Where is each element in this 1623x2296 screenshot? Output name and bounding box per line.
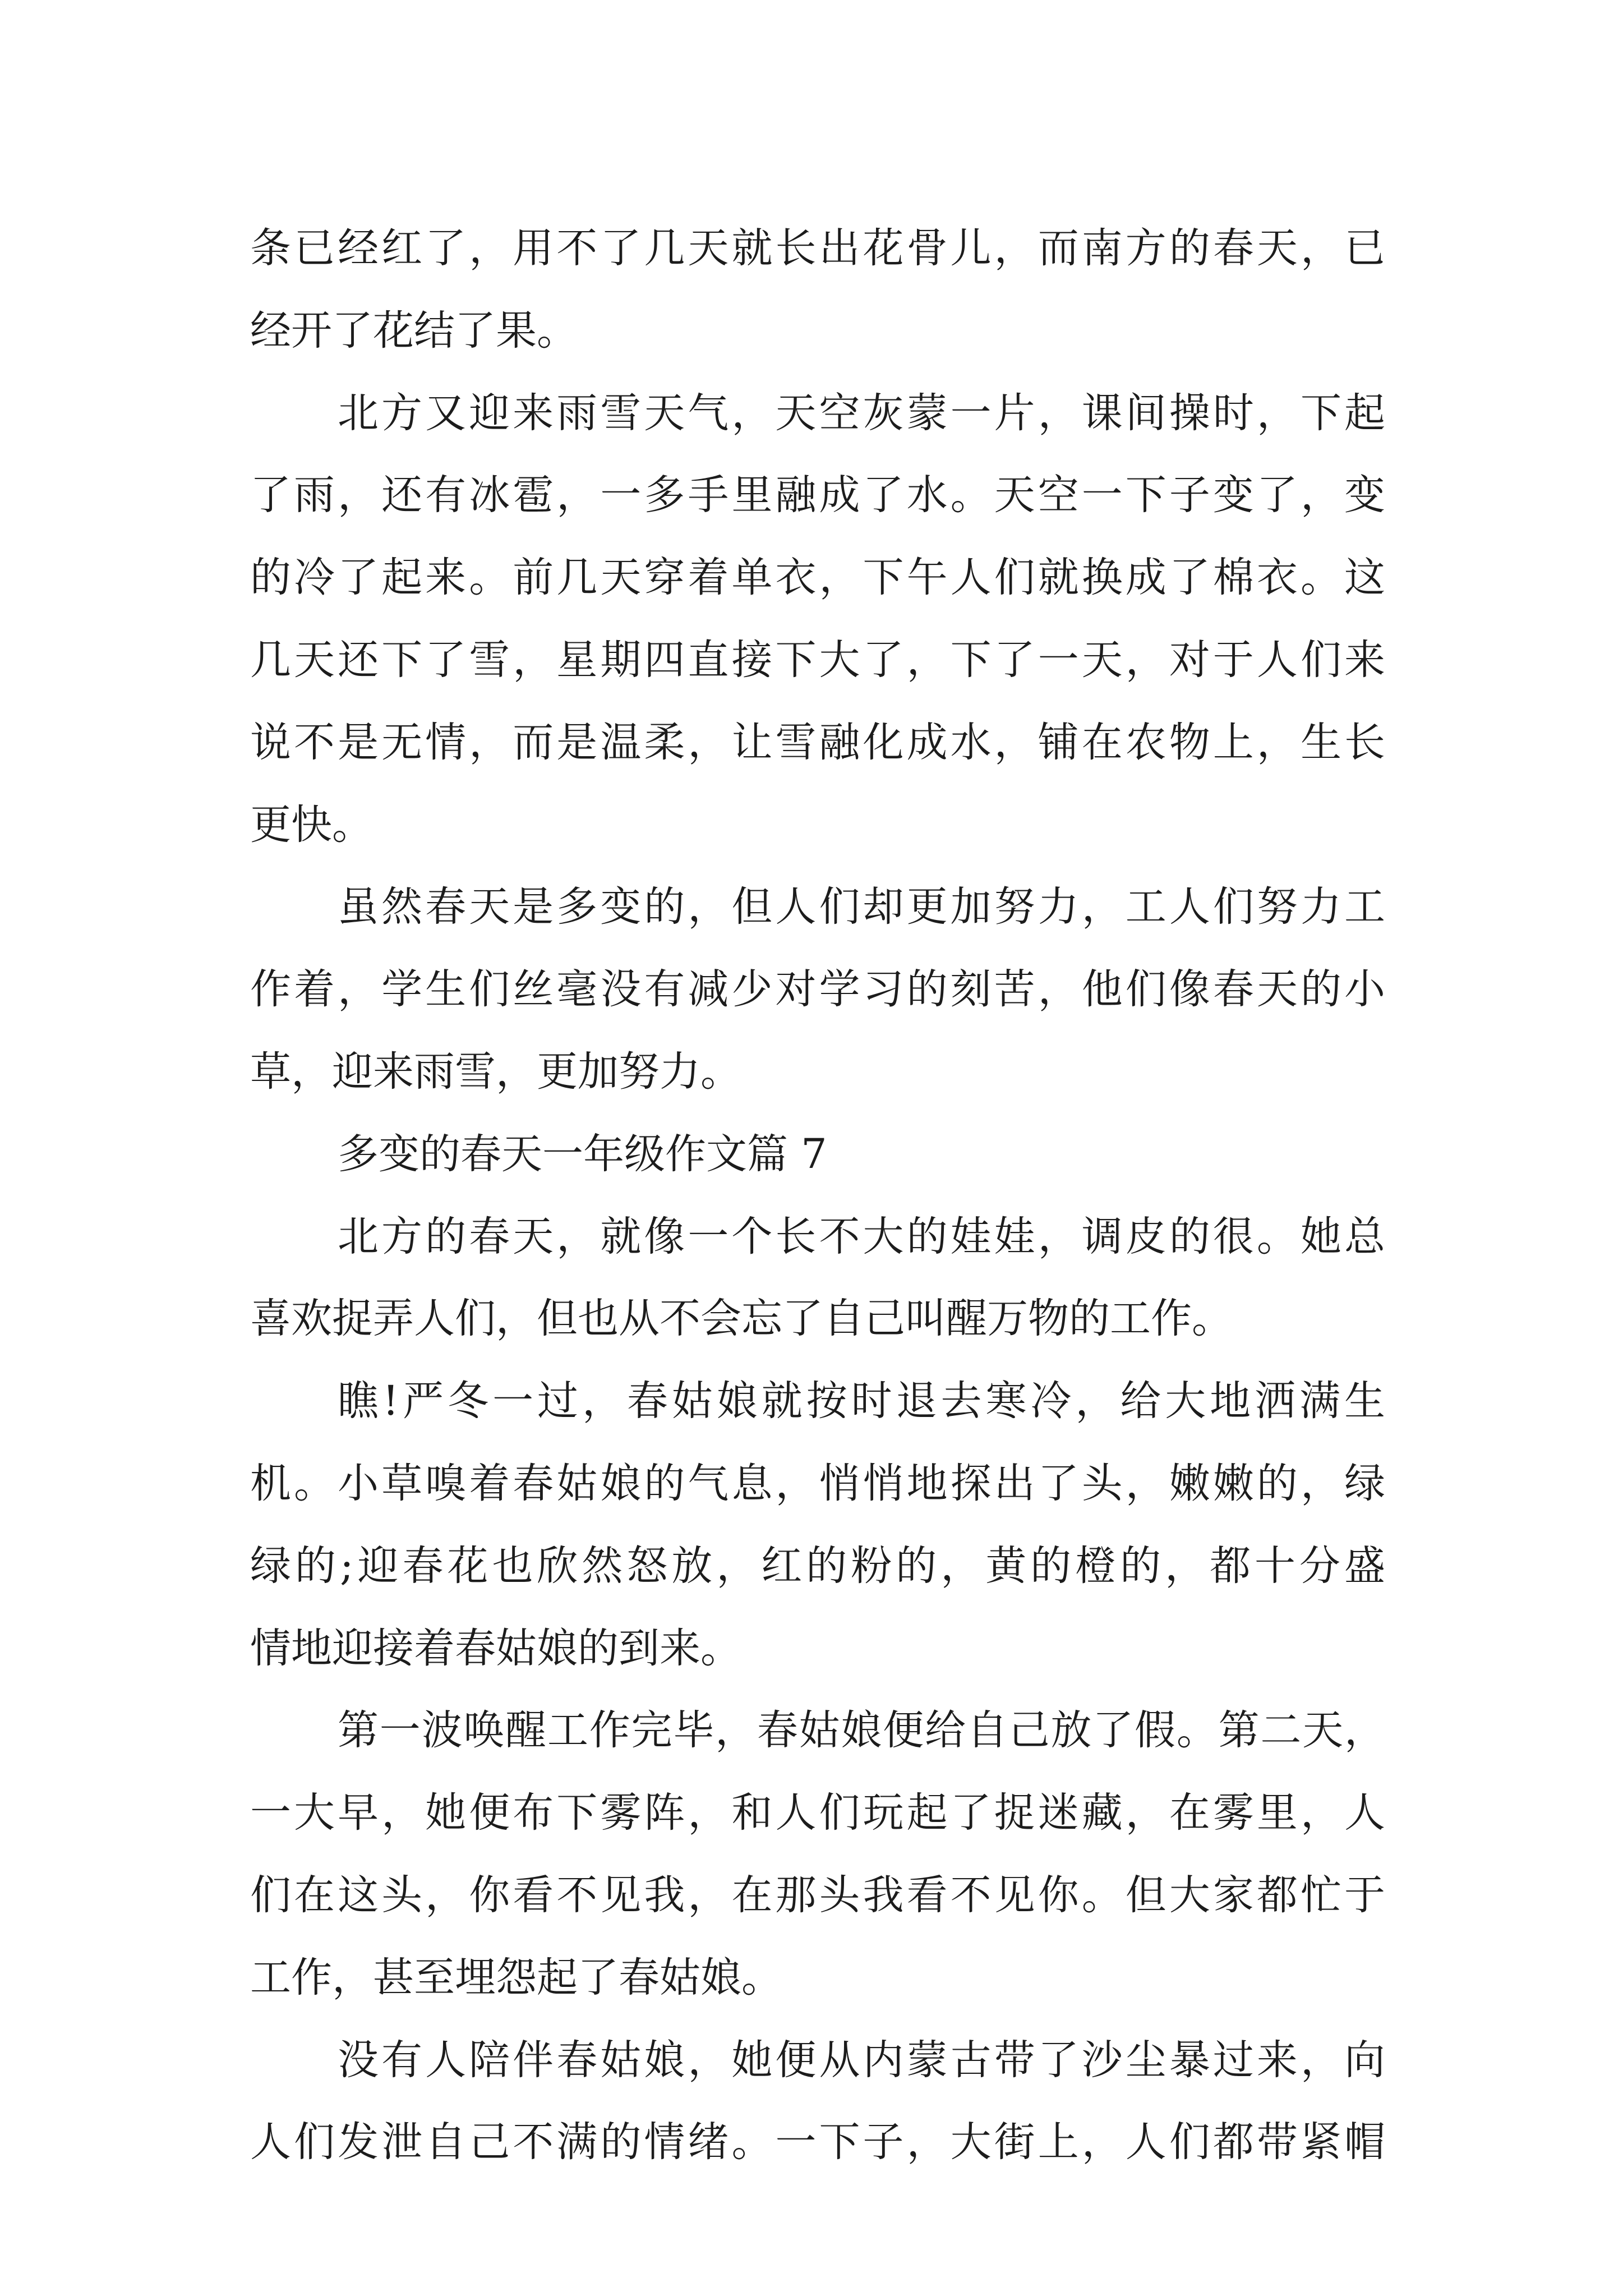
text-line: 经开了花结了果。: [250, 306, 578, 355]
text-line: 没有人陪伴春姑娘，她便从内蒙古带了沙尘暴过来，向: [338, 2036, 1385, 2084]
document-body: [250, 208, 1385, 2184]
text-line: 几天还下了雪，星期四直接下大了，下了一天，对于人们来: [250, 636, 1385, 684]
text-line: 绿的;迎春花也欣然怒放，红的粉的，黄的橙的，都十分盛: [250, 1542, 1385, 1590]
text-line: 说不是无情，而是温柔，让雪融化成水，铺在农物上，生长: [250, 718, 1385, 766]
text-line: 喜欢捉弄人们，但也从不会忘了自己叫醒万物的工作。: [250, 1295, 1233, 1343]
text-line: 工作，甚至埋怨起了春姑娘。: [250, 1953, 782, 2001]
text-line: 虽然春天是多变的，但人们却更加努力，工人们努力工: [338, 883, 1385, 931]
text-line: 瞧!严冬一过，春姑娘就按时退去寒冷，给大地洒满生: [338, 1377, 1385, 1425]
text-line: 北方又迎来雨雪天气，天空灰蒙一片，课间操时，下起: [338, 389, 1385, 437]
text-line: 了雨，还有冰雹，一多手里融成了水。天空一下子变了，变: [250, 471, 1385, 519]
text-line: 作着，学生们丝毫没有减少对学习的刻苦，他们像春天的小: [250, 965, 1385, 1014]
text-line: 的冷了起来。前几天穿着单衣，下午人们就换成了棉衣。这: [250, 554, 1385, 602]
text-line: 草，迎来雨雪，更加努力。: [250, 1047, 741, 1096]
text-line: 第一波唤醒工作完毕，春姑娘便给自己放了假。第二天，: [338, 1706, 1385, 1755]
text-line: 北方的春天，就像一个长不大的娃娃，调皮的很。她总: [338, 1212, 1385, 1260]
text-line: 们在这头，你看不见我，在那头我看不见你。但大家都忙于: [250, 1871, 1385, 1919]
text-line: 多变的春天一年级作文篇 7: [338, 1130, 827, 1178]
text-line: 机。小草嗅着春姑娘的气息，悄悄地探出了头，嫩嫩的，绿: [250, 1459, 1385, 1507]
text-line: 情地迎接着春姑娘的到来。: [250, 1624, 741, 1672]
text-line: 一大早，她便布下雾阵，和人们玩起了捉迷藏，在雾里，人: [250, 1789, 1385, 1837]
text-line: 更快。: [250, 800, 373, 849]
text-line: 条已经红了，用不了几天就长出花骨儿，而南方的春天，已: [250, 224, 1385, 272]
text-line: 人们发泄自己不满的情绪。一下子，大街上，人们都带紧帽: [250, 2118, 1385, 2166]
